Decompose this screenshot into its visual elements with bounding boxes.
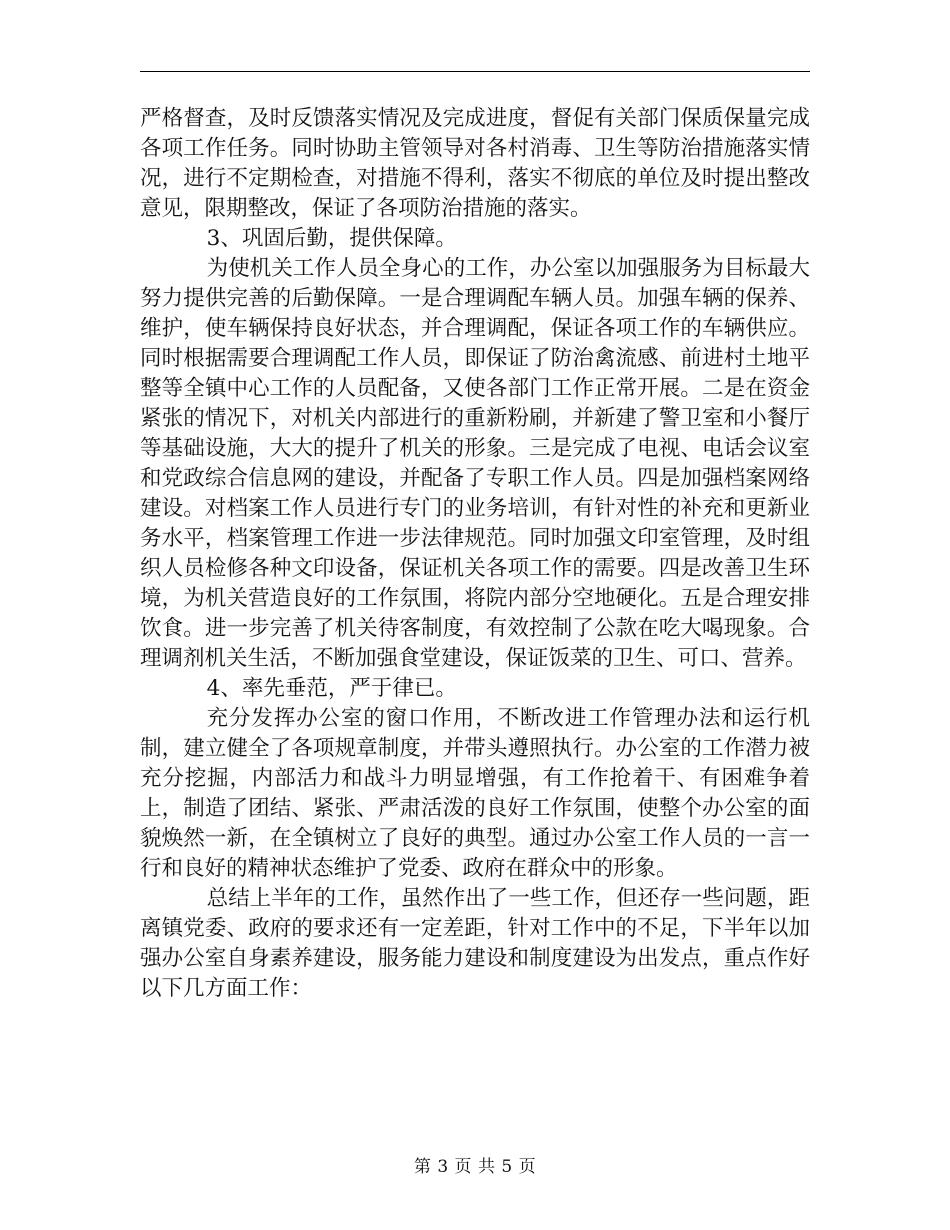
header-rule — [140, 71, 810, 72]
section-heading-4: 4、率先垂范，严于律已。 — [206, 676, 457, 701]
page-footer: 第 3 页 共 5 页 — [413, 1157, 537, 1177]
document-body — [140, 104, 810, 1004]
paragraph-summary: 总结上半年的工作，虽然作出了一些工作，但还存一些问题，距离镇党委、政府的要求还有一定差距，针对工作中的不足，下半年以加强办公室自身素养建设，服务能力建设和制度建设为出发点，重点作好以下几方面工作： — [140, 886, 810, 1001]
section-heading-3: 3、巩固后勤，提供保障。 — [206, 226, 457, 251]
paragraph-logistics: 为使机关工作人员全身心的工作，办公室以加强服务为目标最大努力提供完善的后勤保障。一是合理调配车辆人员。加强车辆的保养、维护，使车辆保持良好状态，并合理调配，保证各项工作的车辆供应。同时根据需要合理调配工作人员，即保证了防治禽流感、前进村土地平整等全镇中心工作的人员配备，又使各部门工作正常开展。二是在资金紧张的情况下，对机关内部进行的重新粉刷，并新建了警卫室和小餐厅等基础设施，大大的提升了机关的形象。三是完成了电视、电话会议室和党政综合信息网的建设，并配备了专职工作人员。四是加强档案网络建设。对档案工作人员进行专门的业务培训，有针对性的补充和更新业务水平，档案管理工作进一步法律规范。同时加强文印室管理，及时组织人员检修各种文印设备，保证机关各项工作的需要。四是改善卫生环境，为机关营造良好的工作氛围，将院内部分空地硬化。五是合理安排饮食。进一步完善了机关待客制度，有效控制了公款在吃大喝现象。合理调剂机关生活，不断加强食堂建设，保证饭菜的卫生、可口、营养。 — [140, 256, 810, 671]
paragraph-continuation: 严格督查，及时反馈落实情况及完成进度，督促有关部门保质保量完成各项工作任务。同时协助主管领导对各村消毒、卫生等防治措施落实情况，进行不定期检查，对措施不得利，落实不彻底的单位及时提出整改意见，限期整改，保证了各项防治措施的落实。 — [140, 106, 810, 221]
paragraph-example: 充分发挥办公室的窗口作用，不断改进工作管理办法和运行机制，建立健全了各项规章制度，并带头遵照执行。办公室的工作潜力被充分挖掘，内部活力和战斗力明显增强，有工作抢着干、有困难争着上，制造了团结、紧张、严肃活泼的良好工作氛围，使整个办公室的面貌焕然一新，在全镇树立了良好的典型。通过办公室工作人员的一言一行和良好的精神状态维护了党委、政府在群众中的形象。 — [140, 706, 810, 881]
